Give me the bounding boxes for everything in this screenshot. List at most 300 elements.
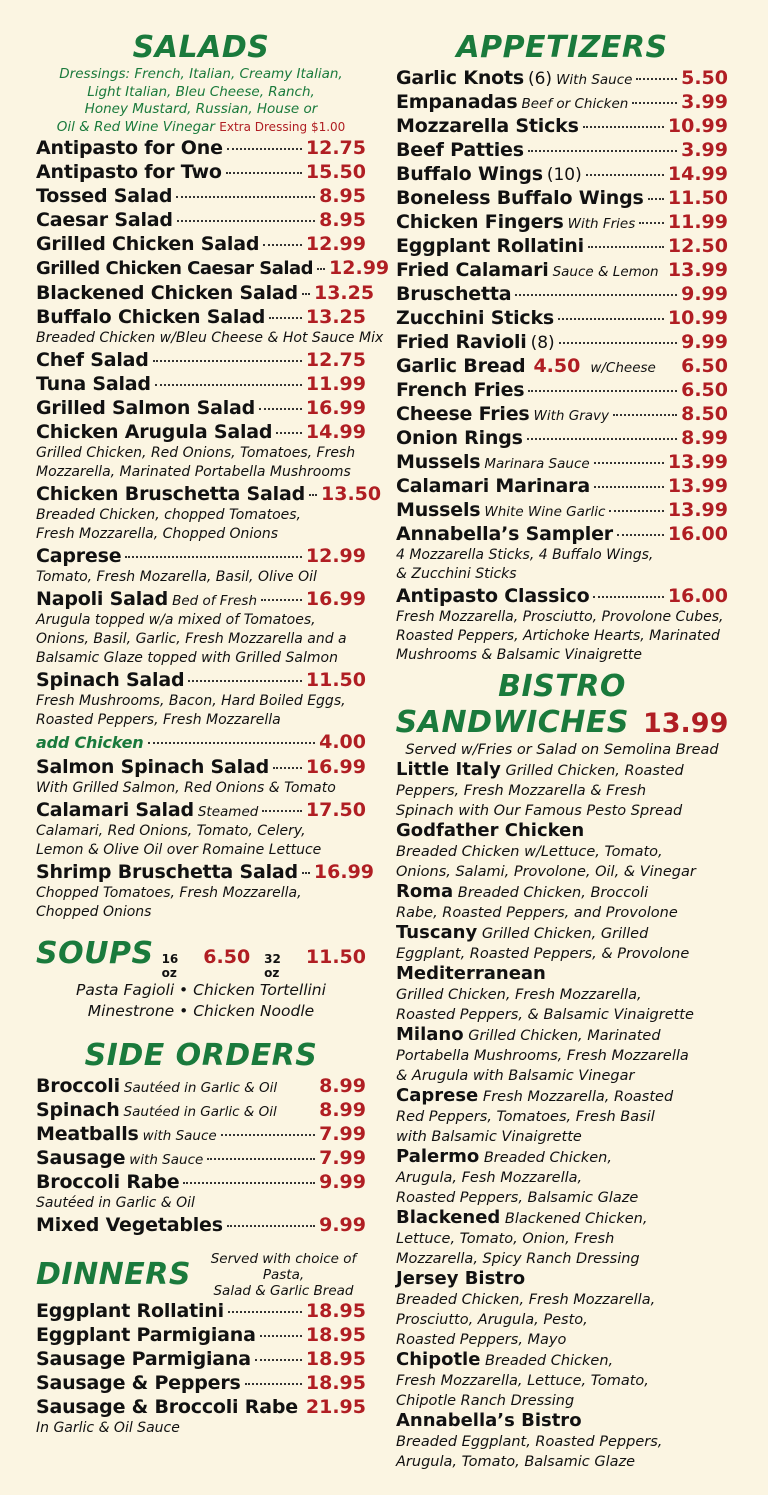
- dot-leader: [188, 680, 302, 682]
- item-price: 6.50: [681, 379, 728, 401]
- menu-item: [36, 1371, 366, 1395]
- menu-item: [36, 396, 366, 420]
- menu-item: [36, 281, 375, 305]
- sandwich-first-line: [396, 923, 728, 944]
- sandwich-item: [396, 882, 728, 923]
- sandwich-item: [396, 760, 728, 821]
- item-cheese-label: w/Cheese: [590, 360, 656, 376]
- item-price: 8.95: [319, 185, 366, 207]
- item-price: 7.99: [319, 1123, 366, 1145]
- sandwich-desc: Arugula, Tomato, Balsamic Glaze: [396, 1454, 636, 1470]
- sandwich-desc: Prosciutto, Arugula, Pesto,: [396, 1312, 588, 1328]
- sandwich-desc: Red Peppers, Tomatoes, Fresh Basil: [396, 1109, 655, 1125]
- dot-leader: [593, 596, 663, 598]
- menu-item: [36, 256, 390, 281]
- sandwich-desc: Breaded Chicken, Fresh Mozzarella,: [396, 1292, 656, 1308]
- bistro-header: [396, 669, 728, 741]
- menu-item: [36, 1074, 366, 1098]
- sandwich-desc: Grilled Chicken, Grilled: [481, 926, 649, 942]
- item-price: 8.99: [681, 427, 728, 449]
- sandwich-name: Milano: [396, 1024, 464, 1045]
- dressings-note: [36, 66, 366, 136]
- sandwich-first-line: [396, 1411, 728, 1432]
- soup-size-large: 32 oz: [264, 952, 281, 980]
- dot-leader: [558, 318, 664, 320]
- sandwich-item: [396, 1086, 728, 1147]
- menu-item: [396, 306, 728, 330]
- dot-leader: [302, 872, 310, 874]
- menu-item: [36, 184, 366, 208]
- sandwich-desc: Breaded Chicken,: [483, 1150, 612, 1166]
- salads-list: [36, 136, 390, 922]
- dot-leader: [528, 150, 677, 152]
- item-price: 13.50: [321, 483, 382, 505]
- menu-item: [396, 258, 728, 282]
- menu-item: [36, 420, 366, 444]
- sandwich-desc: Mozzarella, Spicy Ranch Dressing: [396, 1251, 640, 1267]
- dot-leader: [617, 534, 664, 536]
- bistro-title-line2: [396, 705, 728, 741]
- item-price: 14.99: [667, 163, 728, 185]
- item-inline-desc: Marinara Sauce: [484, 456, 590, 472]
- dot-leader: [260, 1335, 302, 1337]
- bistro-note: Served w/Fries or Salad on Semolina Bread: [405, 742, 719, 758]
- dot-leader: [245, 1383, 302, 1385]
- item-description: Calamari, Red Onions, Tomato, Celery,: [36, 823, 306, 839]
- item-name: Tuna Salad: [36, 373, 151, 395]
- item-name: Antipasto Classico: [396, 585, 590, 607]
- item-description: Fresh Mozzarella, Chopped Onions: [36, 526, 279, 542]
- item-price: 16.00: [667, 585, 728, 607]
- sandwich-desc: Peppers, Fresh Mozzarella & Fresh: [396, 783, 647, 799]
- menu-item: [396, 330, 728, 354]
- item-price: 12.75: [305, 349, 366, 371]
- item-price: 12.50: [667, 235, 728, 257]
- sandwich-desc: Breaded Chicken, Broccoli: [457, 885, 649, 901]
- item-description: Fresh Mozzarella, Prosciutto, Provolone Cubes,: [396, 609, 724, 625]
- sandwich-desc: Grilled Chicken, Roasted: [505, 763, 684, 779]
- bistro-title-sandwiches: SANDWICHES: [395, 705, 629, 740]
- soup-price-small: 6.50: [203, 946, 251, 968]
- item-description: 4 Mozzarella Sticks, 4 Buffalo Wings,: [396, 547, 654, 563]
- dot-leader: [309, 494, 317, 496]
- dinners-note: [201, 1251, 366, 1299]
- item-description: Tomato, Fresh Mozarella, Basil, Olive Oil: [36, 569, 317, 585]
- menu-item: [36, 1299, 366, 1323]
- item-inline-desc: Beef or Chicken: [521, 96, 629, 112]
- menu-item: [396, 282, 728, 306]
- dot-leader: [221, 1134, 315, 1136]
- item-inline-desc: Sautéed in Garlic & Oil: [123, 1080, 278, 1096]
- dot-leader: [259, 408, 302, 410]
- appetizers-list: [396, 66, 728, 665]
- item-price: 16.99: [305, 756, 366, 778]
- item-name: Sausage Parmigiana: [36, 1348, 251, 1370]
- sandwich-item: [396, 821, 728, 882]
- sandwich-desc: Rabe, Roasted Peppers, and Provolone: [396, 905, 678, 921]
- dot-leader: [588, 246, 664, 248]
- menu-item: [36, 798, 366, 822]
- menu-item: [396, 522, 728, 546]
- sandwich-name: Roma: [396, 881, 454, 902]
- sandwich-desc: Portabella Mushrooms, Fresh Mozzarella: [396, 1048, 689, 1064]
- dot-leader: [583, 126, 664, 128]
- sandwich-item: [396, 1350, 728, 1411]
- item-price: 17.50: [305, 799, 366, 821]
- item-name: Broccoli: [36, 1075, 120, 1097]
- menu-item: [36, 587, 366, 611]
- dressings-line: Honey Mustard, Russian, House or: [84, 101, 318, 117]
- item-name: Antipasto for Two: [36, 161, 222, 183]
- item-price: 5.50: [681, 67, 728, 89]
- dot-leader: [594, 462, 664, 464]
- item-count: (10): [546, 165, 582, 185]
- item-name: Onion Rings: [396, 427, 523, 449]
- side-orders-list: [36, 1074, 366, 1237]
- dinners-note-line: Served with choice of Pasta,: [210, 1251, 357, 1283]
- menu-item: [36, 1213, 366, 1237]
- item-description: & Zucchini Sticks: [396, 566, 517, 582]
- item-name: Caprese: [36, 545, 122, 567]
- soup-line: Pasta Fagioli • Chicken Tortellini: [76, 981, 326, 999]
- dot-leader: [155, 384, 302, 386]
- item-name: Chef Salad: [36, 349, 149, 371]
- item-name: Buffalo Wings: [396, 163, 543, 185]
- item-price: 8.99: [319, 1099, 366, 1121]
- item-inline-desc: Sauce & Lemon: [552, 264, 659, 280]
- item-description: With Grilled Salmon, Red Onions & Tomato: [36, 780, 336, 796]
- sandwich-name: Jersey Bistro: [396, 1268, 526, 1289]
- extra-dressing-price: Extra Dressing $1.00: [219, 119, 346, 134]
- dot-leader: [227, 1225, 315, 1227]
- sandwich-desc: Spinach with Our Famous Pesto Spread: [396, 803, 683, 819]
- item-name: Sausage & Broccoli Rabe: [36, 1396, 298, 1418]
- item-count: (8): [530, 333, 555, 353]
- item-name: Eggplant Parmigiana: [36, 1324, 256, 1346]
- item-price: 11.50: [305, 669, 366, 691]
- item-price: 9.99: [319, 1214, 366, 1236]
- dinners-title: DINNERS: [36, 1257, 191, 1292]
- item-name: Spinach Salad: [36, 669, 185, 691]
- sandwich-name: Caprese: [396, 1085, 479, 1106]
- item-name: Antipasto for One: [36, 137, 223, 159]
- item-description: Chopped Onions: [36, 904, 152, 920]
- item-price: 21.95: [305, 1396, 366, 1418]
- item-name: Mozzarella Sticks: [396, 115, 579, 137]
- sandwich-desc: Breaded Eggplant, Roasted Peppers,: [396, 1434, 663, 1450]
- item-description: Chopped Tomatoes, Fresh Mozzarella,: [36, 885, 302, 901]
- sandwich-desc: Roasted Peppers, & Balsamic Vinaigrette: [396, 1007, 694, 1023]
- bistro-list: [396, 760, 728, 1472]
- dressings-line: Dressings: French, Italian, Creamy Italian,: [59, 66, 343, 82]
- item-name: Chicken Fingers: [396, 211, 564, 233]
- item-name: Grilled Chicken Salad: [36, 233, 260, 255]
- dot-leader: [317, 268, 325, 270]
- item-price: 13.99: [667, 451, 728, 473]
- menu-item: [36, 668, 366, 692]
- item-price-plain: 4.50: [533, 355, 581, 377]
- menu-item: [396, 402, 728, 426]
- menu-item: [396, 450, 728, 474]
- dot-leader: [559, 342, 677, 344]
- sandwich-item: [396, 1269, 728, 1350]
- dinners-list: [36, 1299, 366, 1438]
- item-name: Fried Calamari: [396, 259, 549, 281]
- soups-title: SOUPS: [36, 936, 154, 971]
- item-price: 13.25: [313, 282, 375, 304]
- dot-leader: [228, 1311, 302, 1313]
- item-inline-desc: Steamed: [197, 804, 259, 820]
- sandwich-item: [396, 1147, 728, 1208]
- item-name: Zucchini Sticks: [396, 307, 555, 329]
- item-name: Caesar Salad: [36, 209, 173, 231]
- bistro-title-line1: BISTRO: [498, 669, 626, 704]
- sandwich-first-line: [396, 821, 728, 842]
- dot-leader: [528, 390, 677, 392]
- sandwich-item: [396, 1025, 728, 1086]
- left-column: [36, 30, 390, 1438]
- item-price: 18.95: [305, 1324, 366, 1346]
- menu-item: [396, 90, 728, 114]
- menu-item: [36, 1170, 366, 1194]
- sandwich-item: [396, 964, 728, 1025]
- sandwich-name: Palermo: [396, 1146, 480, 1167]
- soups-header: [36, 936, 366, 980]
- soups-list: [36, 980, 366, 1022]
- menu-item: [36, 136, 366, 160]
- menu-item: [36, 730, 366, 755]
- sandwich-desc: Lettuce, Tomato, Onion, Fresh: [396, 1231, 615, 1247]
- dot-leader: [207, 1158, 315, 1160]
- dinners-note-line: Salad & Garlic Bread: [213, 1283, 354, 1299]
- item-price: 10.99: [667, 115, 728, 137]
- item-price: 16.99: [305, 397, 366, 419]
- menu-item: [36, 1323, 366, 1347]
- item-name: Calamari Marinara: [396, 475, 590, 497]
- item-price: 12.75: [305, 137, 366, 159]
- dressings-line: [36, 119, 366, 137]
- item-description: Mushrooms & Balsamic Vinaigrette: [396, 647, 643, 663]
- dot-leader: [176, 196, 315, 198]
- sandwich-first-line: [396, 1350, 728, 1371]
- item-name: Salmon Spinach Salad: [36, 756, 269, 778]
- item-name: Eggplant Rollatini: [36, 1300, 224, 1322]
- item-price: 12.99: [305, 545, 366, 567]
- item-price: 12.99: [305, 233, 366, 255]
- sandwich-desc: Breaded Chicken,: [485, 1353, 614, 1369]
- sandwich-name: Chipotle: [396, 1349, 481, 1370]
- item-price: 3.99: [681, 139, 728, 161]
- item-description: Breaded Chicken w/Bleu Cheese & Hot Sauce Mix: [36, 330, 384, 346]
- sandwich-name: Annabella’s Bistro: [396, 1410, 582, 1431]
- sandwich-name: Blackened: [396, 1207, 501, 1228]
- sandwich-first-line: [396, 1208, 728, 1229]
- item-description: Lemon & Olive Oil over Romaine Lettuce: [36, 842, 322, 858]
- sandwich-desc: Grilled Chicken, Marinated: [468, 1028, 661, 1044]
- item-price: 7.99: [319, 1147, 366, 1169]
- menu-item: [396, 114, 728, 138]
- item-price: 9.99: [681, 331, 728, 353]
- item-name: Cheese Fries: [396, 403, 530, 425]
- menu-item: [36, 482, 382, 506]
- item-inline-desc: With Gravy: [533, 408, 610, 424]
- menu-item: [36, 1146, 366, 1170]
- menu-item: [396, 426, 728, 450]
- dot-leader: [177, 220, 315, 222]
- item-price: 13.99: [667, 475, 728, 497]
- item-inline-desc: with Sauce: [129, 1152, 204, 1168]
- sandwich-desc: Onions, Salami, Provolone, Oil, & Vinegar: [396, 864, 696, 880]
- item-price: 16.99: [313, 861, 375, 883]
- dot-leader: [183, 1182, 315, 1184]
- item-price: 4.00: [319, 731, 366, 753]
- item-name: Eggplant Rollatini: [396, 235, 584, 257]
- item-name: Calamari Salad: [36, 799, 194, 821]
- item-name: Fried Ravioli: [396, 331, 527, 353]
- item-name: Meatballs: [36, 1123, 139, 1145]
- dot-leader: [515, 294, 677, 296]
- item-name: Grilled Salmon Salad: [36, 397, 256, 419]
- item-price: 18.95: [305, 1372, 366, 1394]
- item-name: French Fries: [396, 379, 525, 401]
- item-price: 8.99: [319, 1075, 366, 1097]
- item-price: 8.50: [681, 403, 728, 425]
- item-name: Mussels: [396, 451, 481, 473]
- sandwich-name: Tuscany: [396, 922, 478, 943]
- menu-item: [396, 186, 728, 210]
- menu-item: [36, 160, 366, 184]
- dot-leader: [594, 486, 664, 488]
- item-price: 12.99: [329, 257, 390, 279]
- item-description: Grilled Chicken, Red Onions, Tomatoes, Fresh: [36, 445, 356, 461]
- item-name: Garlic Bread: [396, 355, 526, 377]
- item-count: (6): [527, 69, 553, 89]
- item-name: Bruschetta: [396, 283, 512, 305]
- dot-leader: [273, 767, 302, 769]
- dot-leader: [227, 148, 302, 150]
- dot-leader: [269, 317, 302, 319]
- dot-leader: [639, 222, 664, 224]
- menu-item: [396, 66, 728, 90]
- item-description: Mozzarella, Marinated Portabella Mushrooms: [36, 464, 351, 480]
- soup-line: Minestrone • Chicken Noodle: [87, 1002, 315, 1020]
- item-name: Tossed Salad: [36, 185, 173, 207]
- menu-item: [396, 498, 728, 522]
- sandwich-item: [396, 1411, 728, 1472]
- item-inline-desc: Bed of Fresh: [172, 593, 258, 609]
- item-description: Breaded Chicken, chopped Tomatoes,: [36, 507, 301, 523]
- appetizers-title: APPETIZERS: [456, 30, 668, 65]
- item-name: Blackened Chicken Salad: [36, 282, 298, 304]
- item-name: Spinach: [36, 1099, 120, 1121]
- soup-size-small: 16 oz: [161, 952, 179, 980]
- sandwich-first-line: [396, 760, 728, 781]
- item-price: 18.95: [305, 1300, 366, 1322]
- item-price: 13.25: [305, 306, 366, 328]
- item-name: Grilled Chicken Caesar Salad: [36, 258, 314, 279]
- dressings-line: Light Italian, Bleu Cheese, Ranch,: [87, 83, 315, 100]
- sandwich-desc: Breaded Chicken w/Lettuce, Tomato,: [396, 844, 663, 860]
- sandwich-item: [396, 1208, 728, 1269]
- item-price: 13.99: [667, 259, 728, 281]
- sandwich-desc: Eggplant, Roasted Peppers, & Provolone: [396, 946, 690, 962]
- item-price: 14.99: [305, 421, 366, 443]
- dressings-last: Oil & Red Wine Vinegar: [56, 118, 215, 135]
- item-price: 11.50: [667, 187, 728, 209]
- menu-item: [396, 474, 728, 498]
- item-price: 9.99: [319, 1171, 366, 1193]
- dot-leader: [276, 432, 302, 434]
- sandwich-desc: Grilled Chicken, Fresh Mozzarella,: [396, 987, 642, 1003]
- item-price: 15.50: [305, 161, 366, 183]
- item-name: Boneless Buffalo Wings: [396, 187, 644, 209]
- dot-leader: [613, 414, 677, 416]
- menu-item: [36, 305, 366, 329]
- sandwich-first-line: [396, 1025, 728, 1046]
- menu-item: [396, 162, 728, 186]
- menu-item: [36, 1098, 366, 1122]
- item-price: 18.95: [305, 1348, 366, 1370]
- dot-leader: [636, 78, 677, 80]
- dot-leader: [263, 244, 302, 246]
- item-name: Buffalo Chicken Salad: [36, 306, 266, 328]
- dot-leader: [262, 810, 302, 812]
- sandwich-first-line: [396, 1147, 728, 1168]
- sandwich-item: [396, 923, 728, 964]
- item-price: 16.99: [305, 588, 366, 610]
- menu-item: [36, 1347, 366, 1371]
- item-name: Mixed Vegetables: [36, 1214, 223, 1236]
- item-price: 6.50: [681, 355, 728, 377]
- menu-item: [396, 138, 728, 162]
- bistro-price: 13.99: [642, 708, 729, 739]
- dinners-header: [36, 1251, 366, 1299]
- item-name: Chicken Arugula Salad: [36, 421, 273, 443]
- menu-item: [36, 1122, 366, 1146]
- item-description: Arugula topped w/a mixed of Tomatoes,: [36, 612, 316, 628]
- menu-item: [36, 755, 366, 779]
- dot-leader: [153, 360, 302, 362]
- dot-leader: [148, 742, 316, 744]
- dot-leader: [632, 102, 677, 104]
- sandwich-desc: Fresh Mozzarella, Roasted: [482, 1089, 674, 1105]
- item-description: Onions, Basil, Garlic, Fresh Mozzarella and a: [36, 631, 347, 647]
- dot-leader: [226, 172, 302, 174]
- item-inline-desc: With Sauce: [556, 72, 633, 88]
- item-price: 11.99: [305, 373, 366, 395]
- dot-leader: [261, 599, 302, 601]
- menu-item: [36, 232, 366, 256]
- item-inline-desc: with Sauce: [142, 1128, 217, 1144]
- item-name: Garlic Knots: [396, 67, 524, 89]
- sandwich-desc: Roasted Peppers, Mayo: [396, 1332, 567, 1348]
- item-name: Annabella’s Sampler: [396, 523, 613, 545]
- item-description: In Garlic & Oil Sauce: [36, 1420, 180, 1436]
- dot-leader: [648, 198, 664, 200]
- item-price: 9.99: [681, 283, 728, 305]
- dot-leader: [125, 556, 301, 558]
- item-price: 16.00: [667, 523, 728, 545]
- item-price: 3.99: [681, 91, 728, 113]
- item-name: Napoli Salad: [36, 588, 169, 610]
- menu-item: [36, 348, 366, 372]
- item-price: 11.99: [667, 211, 728, 233]
- item-description: Sautéed in Garlic & Oil: [36, 1195, 195, 1211]
- menu-item: [36, 860, 375, 884]
- sandwich-first-line: [396, 964, 728, 985]
- sandwich-first-line: [396, 1269, 728, 1290]
- dot-leader: [302, 293, 310, 295]
